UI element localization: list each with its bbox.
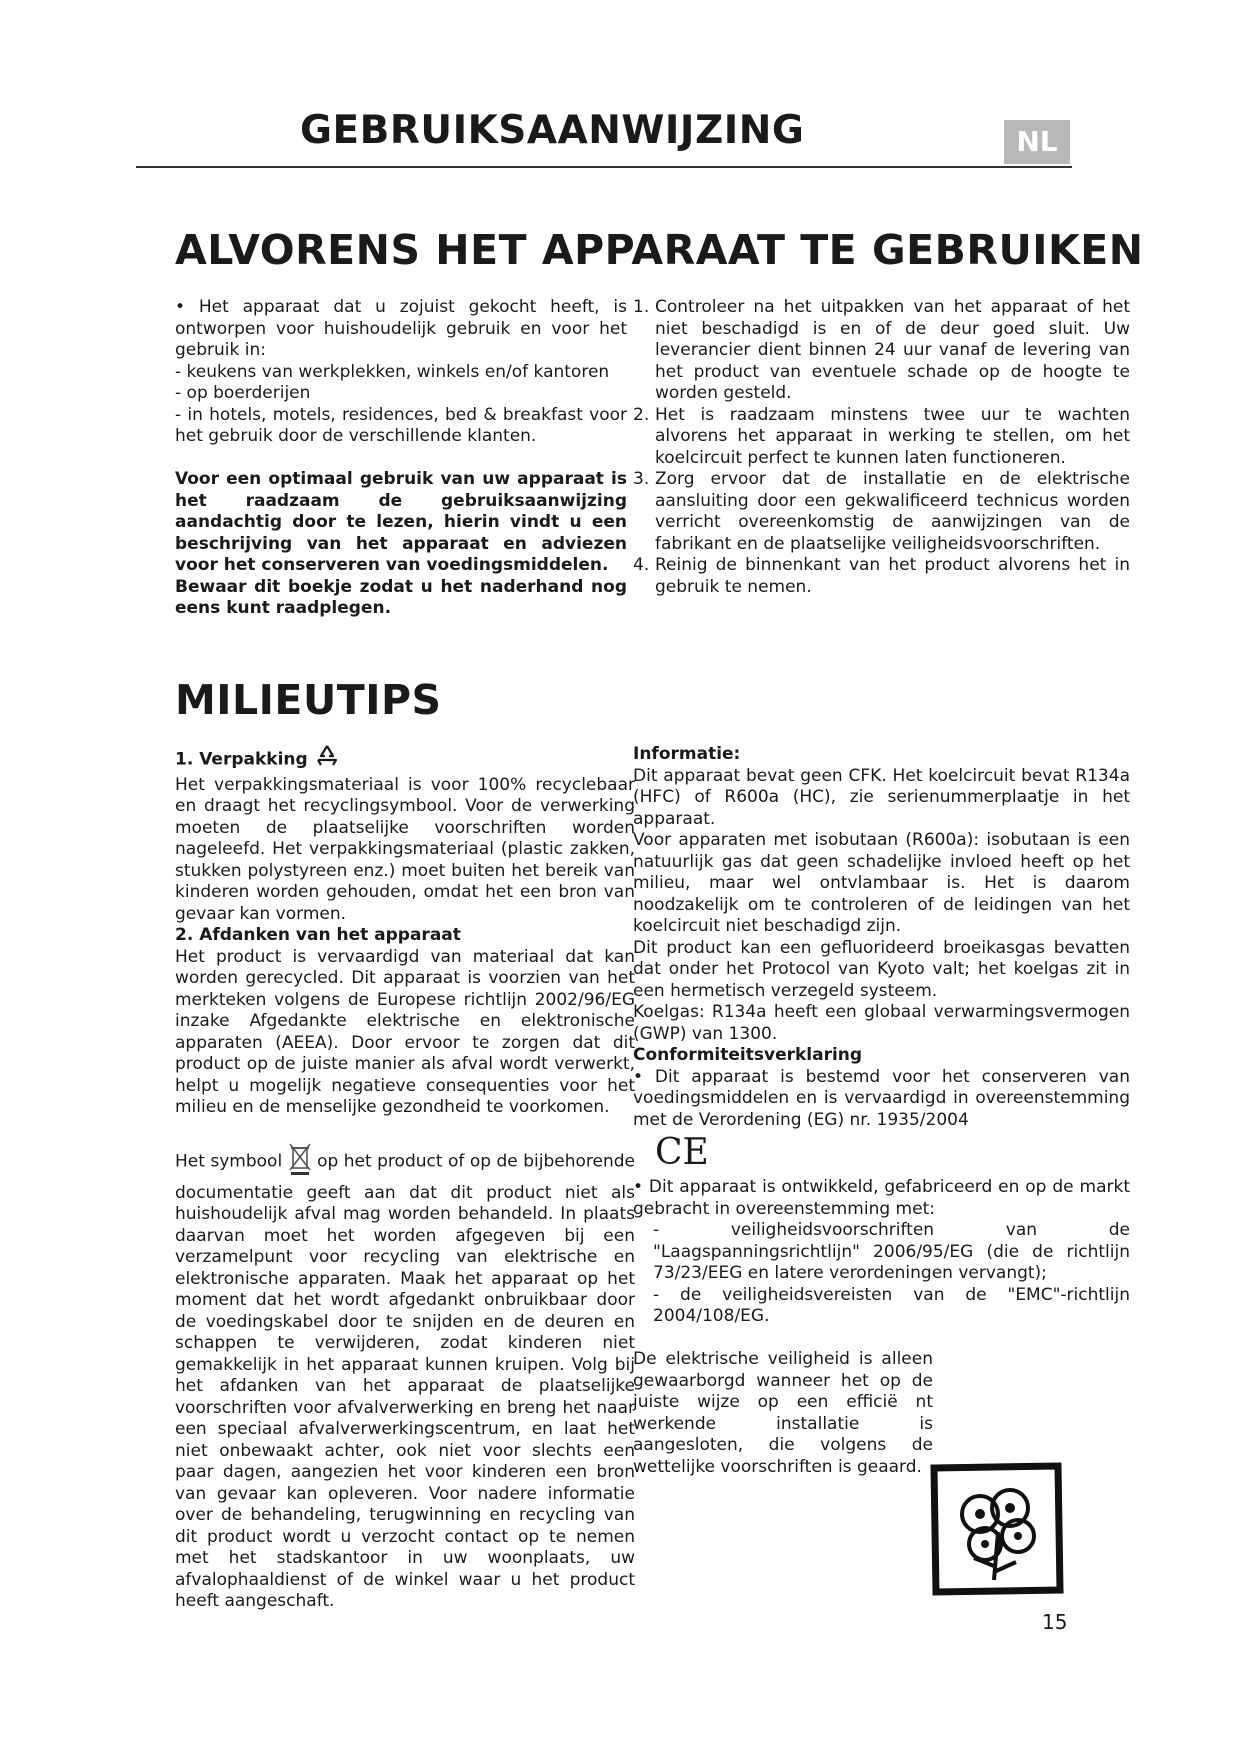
- environment-left-column: [175, 744, 635, 1613]
- list-number: 2.: [633, 404, 650, 425]
- list-text: Zorg ervoor dat de installatie en de elektrische aansluiting door een gekwalificeerd technicus worden verricht overeenkomstig de aanwijzingen van de fabrikant en de plaatselijke veiligheidsvoorschriften.: [655, 469, 1130, 554]
- keep-manual-note: Bewaar dit boekje zodat u het naderhand nog eens kunt raadplegen.: [175, 576, 627, 618]
- list-item: [633, 297, 1130, 405]
- directive-item: - de veiligheidsvereisten van de "EMC"-richtlijn 2004/108/EG.: [653, 1284, 1130, 1326]
- isobutane-text: Voor apparaten met isobutaan (R600a): isobutaan is een natuurlijk gas dat geen schadelijke invloed heeft op het milieu, maar wel ontvlambaar is. Het is daarom noodzakelijk om te controleren of de leidingen van het koelcircuit niet beschadigd zijn.: [633, 830, 1130, 936]
- use-item: - keukens van werkplekken, winkels en/of kantoren: [175, 361, 610, 382]
- crossed-bin-icon: [288, 1140, 312, 1183]
- recycling-icon: [314, 744, 340, 775]
- fluorinated-gas-text: Dit product kan een gefluorideerd broeikasgas bevatten dat onder het Protocol van Kyoto valt; het koelgas zit in een hermetisch verzegeld systeem.: [633, 937, 1130, 1001]
- electrical-safety-text: De elektrische veiligheid is alleen gewaarborgd wanneer het op de juiste wijze op een efficië nt werkende installatie is aangesloten, die volgens de wettelijke voorschriften is geaard.: [633, 1349, 933, 1477]
- page-number: 15: [1042, 1610, 1068, 1634]
- before-use-right-column: [633, 297, 1130, 598]
- section-title-before-use: ALVORENS HET APPARAAT TE GEBRUIKEN: [175, 226, 1144, 274]
- list-item: [633, 469, 1130, 555]
- use-item: - in hotels, motels, residences, bed & breakfast voor het gebruik door de verschillende klanten.: [175, 404, 627, 446]
- information-heading: Informatie:: [633, 744, 741, 764]
- list-number: 3.: [633, 469, 650, 489]
- ce-mark-icon: CE: [655, 1132, 709, 1173]
- list-number: 1.: [633, 297, 650, 317]
- section-title-environment: MILIEUTIPS: [175, 676, 442, 724]
- environment-right-column: [633, 744, 1130, 1478]
- before-use-left-column: [175, 297, 627, 620]
- information-text: Dit apparaat bevat geen CFK. Het koelcircuit bevat R134a (HFC) of R600a (HC), zie serienummerplaatje in het apparaat.: [633, 765, 1130, 829]
- list-number: 4.: [633, 555, 650, 575]
- list-text: Het is raadzaam minstens twee uur te wachten alvorens het apparaat in werking te stellen, om het koelcircuit perfect te kunnen laten functioneren.: [655, 404, 1130, 468]
- intended-use-bullet: • Het apparaat dat u zojuist gekocht heeft, is ontworpen voor huishoudelijk gebruik en voor het gebruik in:: [175, 297, 627, 360]
- conformity-heading: Conformiteitsverklaring: [633, 1045, 863, 1065]
- page-header-title: GEBRUIKSAANWIJZING: [300, 108, 805, 153]
- gwp-text: Koelgas: R134a heeft een globaal verwarmingsvermogen (GWP) van 1300.: [633, 1002, 1130, 1044]
- disposal-heading: 2. Afdanken van het apparaat: [175, 925, 461, 945]
- conformity-design-text: • Dit apparaat is ontwikkeld, gefabriceerd en op de markt gebracht in overeenstemming met:: [633, 1177, 1130, 1219]
- packaging-heading: 1. Verpakking: [175, 744, 635, 775]
- packaging-text: Het verpakkingsmateriaal is voor 100% recyclebaar en draagt het recyclingsymbool. Voor de verwerking moeten de plaatselijke voorschriften worden nageleefd. Het verpakkingsmateriaal (plastic zakken, stukken polystyreen enz.) moet buiten het bereik van kinderen worden gehouden, omdat het een bron van gevaar kan vormen.: [175, 774, 635, 924]
- language-badge: NL: [1004, 120, 1070, 164]
- directive-item: - veiligheidsvoorschriften van de "Laagspanningsrichtlijn" 2006/95/EG (die de richtlijn 73/23/EEG en latere verordeningen vervangt);: [653, 1220, 1130, 1283]
- list-text: Reinig de binnenkant van het product alvorens het in gebruik te nemen.: [655, 555, 1130, 597]
- list-text: Controleer na het uitpakken van het apparaat of het niet beschadigd is en of de deur goed sluit. Uw leverancier dient binnen 24 uur vanaf de levering van het product van eventuele schade op de hoogte te worden gesteld.: [655, 297, 1130, 403]
- header-divider: [136, 166, 1072, 168]
- list-item: [633, 405, 1130, 470]
- weee-text: Het symbool op het product of op de bijbehorende documentatie geeft aan dat dit product niet als huishoudelijk afval mag worden behandeld. In plaats daarvan moet het worden afgegeven bij een verzamelpunt voor recycling van elektrische en elektronische apparaten. Maak het apparaat op het moment dat het wordt afgedankt onbruikbaar door de voedingskabel door te snijden en de deuren en schappen te verwijderen, zodat kinderen niet gemakkelijk in het apparaat kunnen kruipen. Volg bij het afdanken van het apparaat de plaatselijke voorschriften voor afvalverwerking en breng het naar een speciaal afvalverwerkingscentrum, en laat het niet onbewaakt achter, ook niet voor slechts een paar dagen, aangezien het voor kinderen een bron van gevaar kan opleveren. Voor nadere informatie over de behandeling, terugwinning en recycling van dit product wordt u verzocht contact op te nemen met het stadskantoor in uw woonplaats, uw afvalophaaldienst of de winkel waar u het product heeft aangeschaft.: [175, 1140, 635, 1613]
- conformity-food-text: • Dit apparaat is bestemd voor het conserveren van voedingsmiddelen en is vervaardigd in overeenstemming met de Verordening (EG) nr. 1935/2004: [633, 1066, 1130, 1130]
- disposal-text: Het product is vervaardigd van materiaal dat kan worden gerecycled. Dit apparaat is voorzien van het merkteken volgens de Europese richtlijn 2002/96/EG inzake Afgedankte elektrische en elektronische apparaten (AEEA). Door ervoor te zorgen dat dit product op de juiste manier als afval wordt verwerkt, helpt u mogelijk negatieve consequenties voor het milieu en de menselijke gezondheid te voorkomen.: [175, 946, 635, 1117]
- use-item: - op boerderijen: [175, 383, 311, 403]
- eco-flower-icon: [930, 1462, 1065, 1601]
- read-manual-note: Voor een optimaal gebruik van uw apparaat is het raadzaam de gebruiksaanwijzing aandachtig door te lezen, hierin vindt u een beschrijving van het apparaat en adviezen voor het conserveren van voedingsmiddelen.: [175, 469, 627, 575]
- list-item: [633, 555, 1130, 598]
